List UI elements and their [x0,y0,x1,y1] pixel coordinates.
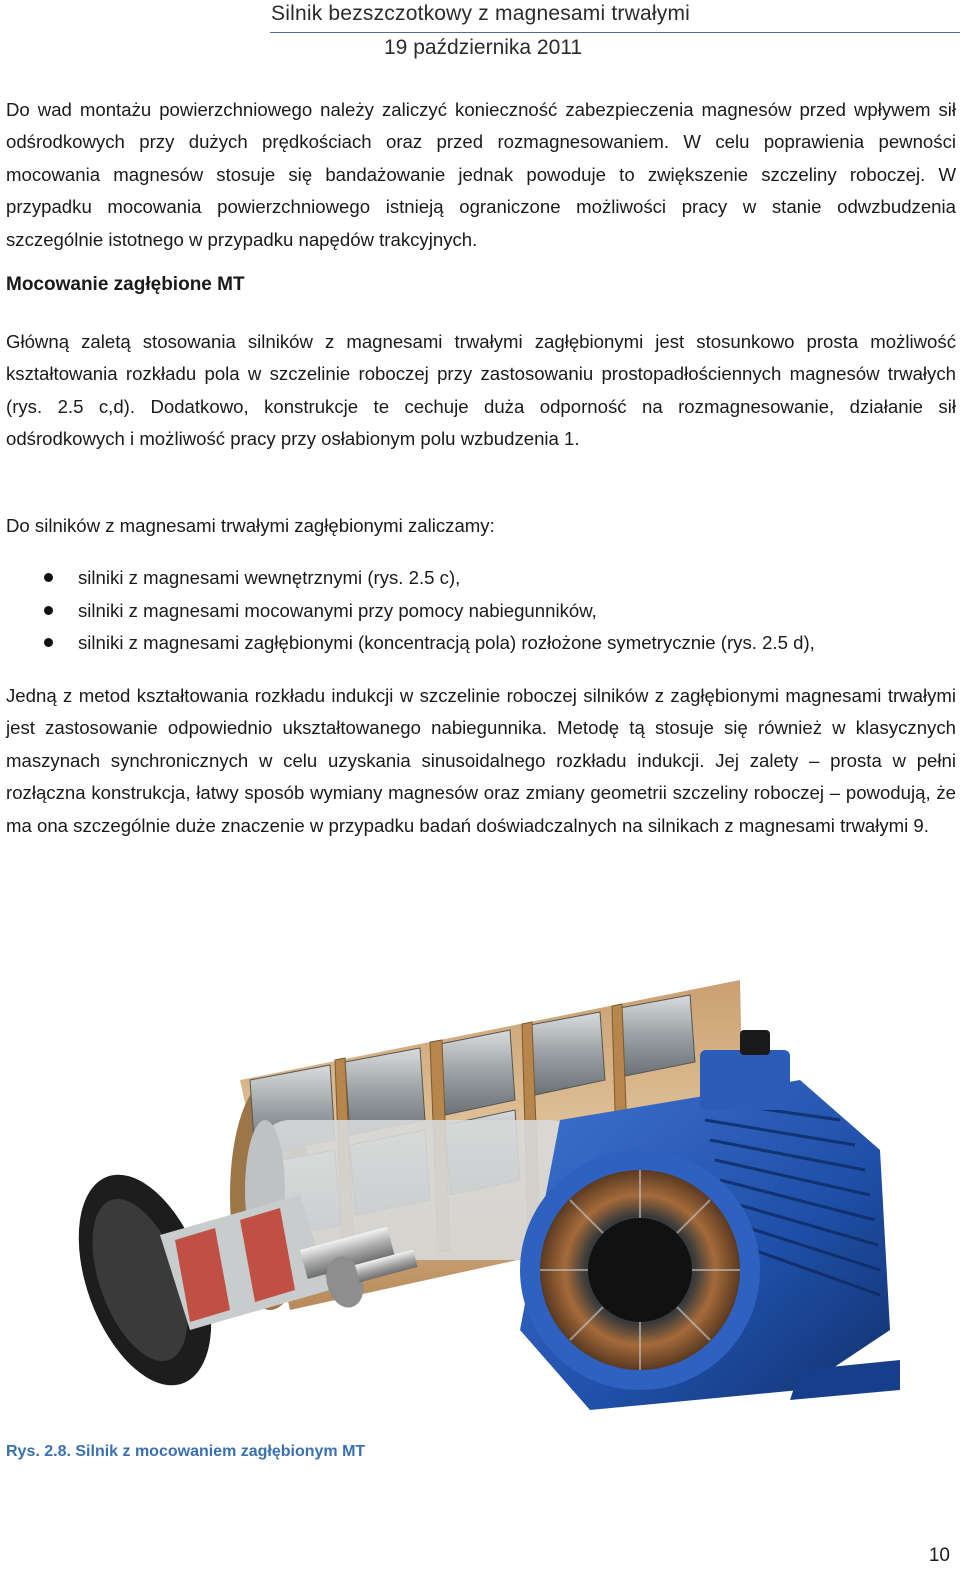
paragraph-list-intro: Do silników z magnesami trwałymi zagłębionymi zaliczamy: [6,515,495,536]
list-item: silniki z magnesami wewnętrznymi (rys. 2.5 c), [6,562,956,595]
header-title: Silnik bezszczotkowy z magnesami trwałymi [271,2,690,25]
bullet-icon [44,606,53,615]
motor-figure [0,970,960,1420]
paragraph-embedded-advantages: Główną zaletą stosowania silników z magnesami trwałymi zagłębionymi jest stosunkowo prosta możliwość kształtowania rozkładu pola w szczelinie roboczej przy zastosowaniu prostopadłościennych magnesów trwałych (rys. 2.5 c,d). Dodatkowo, konstrukcje te cechuje duża odporność na rozmagnesowanie, działanie sił odśrodkowych i możliwość pracy przy osłabionym polu wzbudzenia 1. [6,331,956,450]
bullet-icon [44,638,53,647]
page-number: 10 [928,1545,950,1566]
figure-caption: Rys. 2.8. Silnik z mocowaniem zagłębionym MT [6,1443,366,1460]
section-heading: Mocowanie zagłębione MT [6,274,245,295]
header-rule [270,32,960,33]
bullet-icon [44,573,53,582]
paragraph-surface-mounting-drawbacks: Do wad montażu powierzchniowego należy zaliczyć konieczność zabezpieczenia magnesów przed wpływem sił odśrodkowych przy dużych prędkościach oraz przed rozmagnesowaniem. W celu poprawienia pewności mocowania magnesów stosuje się bandażowanie jednak powoduje to zwiększenie szczeliny roboczej. W przypadku mocowania powierzchniowego istnieją ograniczone możliwości pracy w stanie odwzbudzenia szczególnie istotnego w przypadku napędów trakcyjnych. [6,99,956,250]
list-item: silniki z magnesami zagłębionymi (koncentracją pola) rozłożone symetrycznie (rys. 2.5 d), [6,627,956,660]
paragraph-pole-shoe-method: Jedną z metod kształtowania rozkładu indukcji w szczelinie roboczej silników z zagłębionymi magnesami trwałymi jest zastosowanie odpowiednio ukształtowanego nabiegunnika. Metodę tą stosuje się również w klasycznych maszynach synchronicznych w celu uzyskania sinusoidalnego rozkładu indukcji. Jej zalety – prosta w pełni rozłączna konstrukcja, łatwy sposób wymiany magnesów oraz zmiany geometrii szczeliny roboczej – powodują, że ma ona szczególnie duże znaczenie w przypadku badań doświadczalnych na silnikach z magnesami trwałymi 9. [6,685,956,836]
header-date: 19 października 2011 [384,36,583,59]
bullet-list [6,562,956,660]
motor-illustration [0,970,960,1420]
list-item: silniki z magnesami mocowanymi przy pomocy nabiegunników, [6,595,956,628]
